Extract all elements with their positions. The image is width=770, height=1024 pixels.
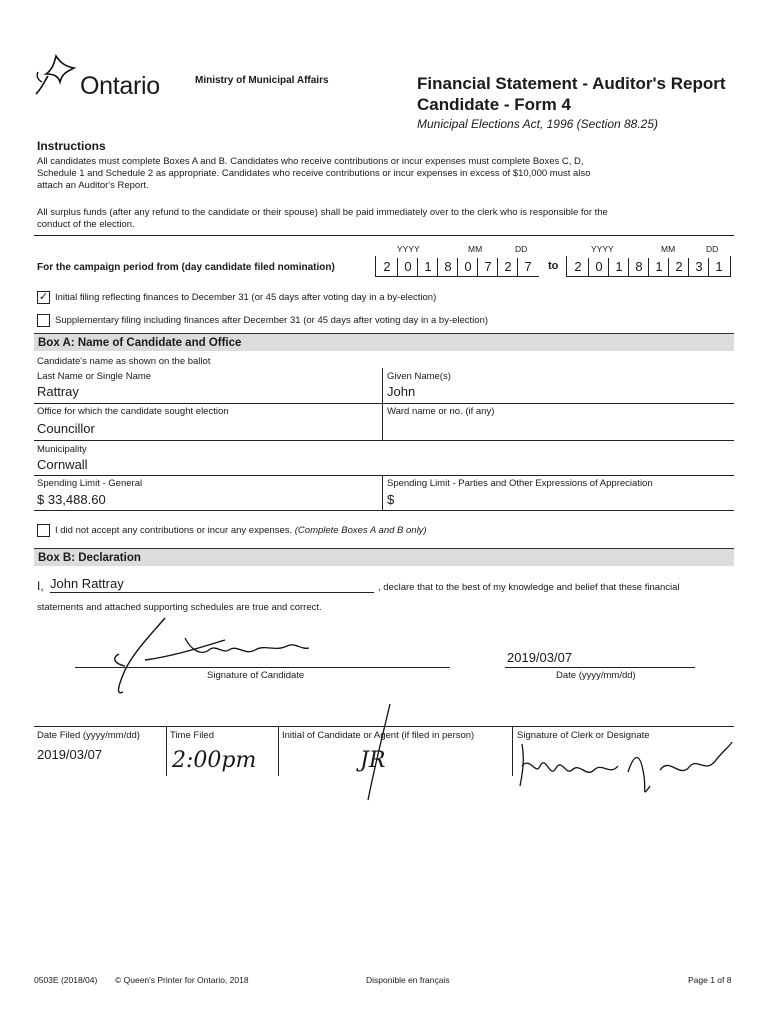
divider — [166, 726, 167, 776]
spending-limit-parties-field[interactable]: $ — [387, 492, 395, 507]
spending-limit-general-field[interactable]: $ 33,488.60 — [37, 492, 106, 507]
date-digit: 0 — [397, 258, 418, 276]
date-digit: 1 — [417, 258, 438, 276]
from-dd-header: DD — [515, 244, 528, 254]
given-name-label: Given Name(s) — [387, 371, 451, 382]
french-available: Disponible en français — [366, 975, 450, 985]
declarant-underline — [50, 592, 374, 593]
office-field[interactable]: Councillor — [37, 421, 95, 436]
date-filed-field[interactable]: 2019/03/07 — [37, 747, 103, 762]
date-digit: 7 — [517, 258, 538, 276]
no-contributions-text: I did not accept any contributions or incur any expenses. — [55, 525, 293, 536]
supplementary-filing-checkbox[interactable] — [37, 314, 50, 327]
period-label: For the campaign period from (day candidate filed nomination) — [37, 262, 335, 273]
to-label: to — [548, 260, 559, 272]
ballot-name-label: Candidate's name as shown on the ballot — [37, 356, 211, 367]
from-yyyy-header: YYYY — [397, 244, 420, 254]
instr-line: All candidates must complete Boxes A and B. Candidates who receive contributions or incur expenses must complete Boxes C, D, — [37, 156, 584, 167]
form-subtitle: Candidate - Form 4 — [417, 95, 571, 114]
page-number: Page 1 of 8 — [688, 975, 732, 985]
ontario-logo — [34, 52, 174, 102]
divider — [34, 235, 734, 236]
given-name-field[interactable]: John — [387, 384, 416, 399]
candidate-signature — [105, 610, 335, 700]
clerk-signature — [510, 736, 740, 806]
date-digit: 2 — [383, 259, 391, 274]
initial-filing-checkbox[interactable] — [37, 291, 50, 304]
to-mm-header: MM — [661, 244, 676, 254]
divider — [34, 440, 734, 441]
instr-line: conduct of the election. — [37, 219, 135, 230]
to-dd-header: DD — [706, 244, 719, 254]
divider — [34, 403, 734, 404]
date-digit: 2 — [668, 258, 689, 276]
no-contributions-label — [55, 525, 427, 536]
clerk-signature-label: Signature of Clerk or Designate — [517, 730, 650, 741]
date-digit: 1 — [708, 258, 729, 276]
act-reference: Municipal Elections Act, 1996 (Section 88.25) — [417, 117, 659, 131]
logo-text: Ontario — [80, 72, 160, 100]
last-name-label: Last Name or Single Name — [37, 371, 152, 382]
date-digit: 8 — [628, 258, 649, 276]
date-digit: 8 — [437, 258, 458, 276]
instructions-paragraph-1 — [37, 156, 737, 192]
declaration-text: , declare that to the best of my knowledge and belief that these financial — [378, 582, 680, 593]
divider — [34, 510, 734, 511]
office-label: Office for which the candidate sought election — [37, 406, 229, 417]
declarant-name-field[interactable]: John Rattray — [50, 576, 124, 591]
last-name-field[interactable]: Rattray — [37, 384, 79, 399]
box-a-header: Box A: Name of Candidate and Office — [34, 333, 734, 351]
divider — [382, 368, 383, 440]
to-yyyy-header: YYYY — [591, 244, 614, 254]
box-b-header: Box B: Declaration — [34, 548, 734, 566]
ward-label: Ward name or no. (if any) — [387, 406, 495, 417]
instr-line: All surplus funds (after any refund to the candidate or their spouse) shall be paid immediately over to the clerk who is responsible for the — [37, 207, 608, 218]
instr-line: attach an Auditor's Report. — [37, 180, 149, 191]
signature-line — [75, 667, 450, 668]
declaration-date-field[interactable]: 2019/03/07 — [507, 650, 573, 665]
date-digit: 3 — [688, 258, 709, 276]
date-line — [505, 667, 695, 668]
divider — [278, 726, 279, 776]
ministry-name: Ministry of Municipal Affairs — [195, 75, 329, 86]
time-filed-label: Time Filed — [170, 730, 214, 741]
date-digit: 0 — [457, 258, 478, 276]
municipality-field[interactable]: Cornwall — [37, 457, 88, 472]
date-digit: 1 — [648, 258, 669, 276]
date-label: Date (yyyy/mm/dd) — [556, 670, 636, 681]
trillium-icon — [34, 52, 78, 98]
date-digit: 2 — [497, 258, 518, 276]
municipality-label: Municipality — [37, 444, 87, 455]
no-contributions-note: (Complete Boxes A and B only) — [294, 525, 427, 536]
divider — [34, 475, 734, 476]
from-mm-header: MM — [468, 244, 483, 254]
initial-label: Initial of Candidate or Agent (if filed in person) — [282, 730, 475, 741]
date-digit: 2 — [574, 259, 582, 274]
spending-limit-parties-label: Spending Limit - Parties and Other Expressions of Appreciation — [387, 478, 653, 489]
form-number: 0503E (2018/04) — [34, 975, 98, 985]
time-filed-field[interactable]: 2:00pm — [172, 748, 257, 773]
supplementary-filing-label: Supplementary filing including finances after December 31 (or 45 days after voting day in a by-election) — [55, 315, 489, 326]
divider — [382, 475, 383, 510]
instructions-paragraph-2 — [37, 207, 737, 231]
date-digit: 7 — [477, 258, 498, 276]
copyright: © Queen's Printer for Ontario, 2018 — [115, 975, 249, 985]
check-icon: ✓ — [38, 291, 49, 303]
date-digit: 0 — [588, 258, 609, 276]
initial-mark — [350, 700, 410, 810]
date-filed-label: Date Filed (yyyy/mm/dd) — [37, 730, 140, 741]
initial-filing-label: Initial filing reflecting finances to December 31 (or 45 days after voting day in a by-election) — [55, 292, 437, 303]
no-contributions-checkbox[interactable] — [37, 524, 50, 537]
signature-label: Signature of Candidate — [207, 670, 305, 681]
declaration-i: I, — [37, 579, 44, 593]
date-digit: 1 — [608, 258, 629, 276]
form-title: Financial Statement - Auditor's Report — [417, 74, 726, 93]
instr-line: Schedule 1 and Schedule 2 as appropriate. Candidates who receive contributions or incur expenses in excess of $10,000 must also — [37, 168, 591, 179]
spending-limit-general-label: Spending Limit - General — [37, 478, 143, 489]
declaration-text-2: statements and attached supporting schedules are true and correct. — [37, 602, 322, 613]
initial-field[interactable]: JR — [360, 748, 386, 773]
instructions-heading: Instructions — [37, 139, 106, 153]
